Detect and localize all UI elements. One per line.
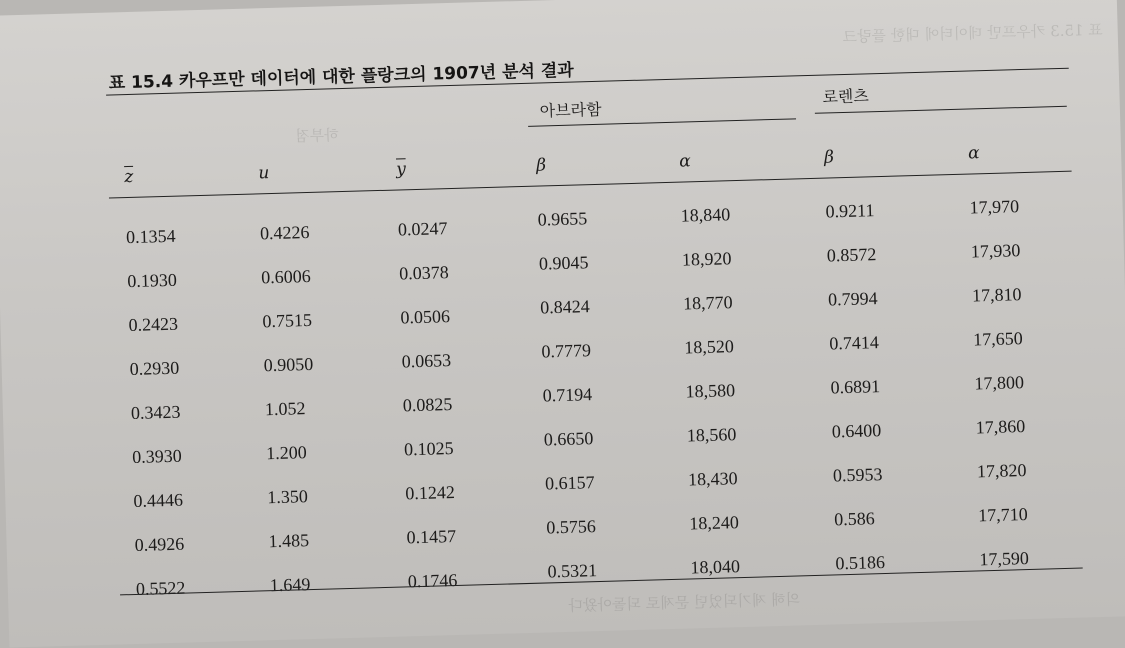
col-lorentz-beta-cell: 0.7414 <box>829 332 880 354</box>
col-abraham-beta-cell: 0.5321 <box>547 560 598 582</box>
bottom-rule <box>120 568 1083 596</box>
group-header-lorentz: 로렌츠 <box>822 86 870 107</box>
col-u-cell: 0.4226 <box>259 221 310 244</box>
col-lorentz-alpha-cell: 17,860 <box>975 416 1026 438</box>
col-abraham-beta-cell: 0.8424 <box>539 296 590 318</box>
col-lorentz-beta-header: β <box>823 147 835 168</box>
col-y-mean-cell: 0.0653 <box>401 350 452 372</box>
col-z-mean-cell: 0.5522 <box>135 577 186 599</box>
col-abraham-alpha-cell: 18,240 <box>689 512 740 534</box>
col-u-cell: 0.7515 <box>262 309 313 332</box>
table-caption: 표 15.4 카우프만 데이터에 대한 플랑크의 1907년 분석 결과 <box>108 60 574 94</box>
col-z-mean-header: $\overline{z}$ <box>124 166 134 188</box>
col-abraham-beta-cell: 0.7194 <box>542 384 593 406</box>
col-y-mean-cell: 0.0378 <box>398 262 449 284</box>
col-y-mean-cell: 0.0825 <box>402 394 453 416</box>
col-u-cell: 0.9050 <box>263 353 314 376</box>
col-abraham-alpha-cell: 18,520 <box>684 336 735 358</box>
col-abraham-beta-cell: 0.6157 <box>544 472 595 494</box>
bleed-through-text: 하부점 <box>295 126 340 146</box>
col-abraham-beta-cell: 0.9045 <box>538 252 589 274</box>
col-lorentz-alpha-cell: 17,710 <box>977 504 1028 526</box>
col-lorentz-beta-cell: 0.5953 <box>832 464 883 486</box>
group-header-abraham: 아브라함 <box>539 99 602 121</box>
col-z-mean-cell: 0.4446 <box>133 489 184 511</box>
col-lorentz-beta-cell: 0.5186 <box>835 552 886 574</box>
bleed-through-text: 표 15.3 카우프만 데이터에 대한 플랑크 <box>842 20 1104 46</box>
col-lorentz-beta-cell: 0.9211 <box>825 200 875 222</box>
col-abraham-alpha-cell: 18,770 <box>682 292 733 314</box>
col-abraham-beta-header: β <box>535 155 547 176</box>
col-y-mean-cell: 0.1746 <box>407 569 458 592</box>
header-rule <box>109 171 1072 199</box>
col-abraham-alpha-cell: 18,560 <box>686 424 737 446</box>
col-y-mean-header: $\overline{y}$ <box>396 159 407 180</box>
col-y-mean-cell: 0.1025 <box>403 438 454 460</box>
col-y-mean-cell: 0.0247 <box>397 218 448 240</box>
col-abraham-alpha-header: α <box>678 151 691 172</box>
col-u-cell: 1.350 <box>267 486 309 508</box>
col-y-mean-cell: 0.1242 <box>405 482 456 504</box>
col-u-cell: 0.6006 <box>260 265 312 288</box>
col-u-cell: 1.485 <box>268 530 310 552</box>
col-abraham-alpha-cell: 18,040 <box>690 556 741 578</box>
col-lorentz-alpha-cell: 17,810 <box>971 284 1022 306</box>
col-lorentz-alpha-cell: 17,820 <box>976 460 1027 482</box>
col-abraham-alpha-cell: 18,430 <box>687 468 738 490</box>
col-lorentz-beta-cell: 0.586 <box>833 508 875 530</box>
col-z-mean-cell: 0.4926 <box>134 533 185 555</box>
col-abraham-alpha-cell: 18,920 <box>681 248 732 270</box>
lorentz-underline <box>815 106 1067 114</box>
col-lorentz-beta-cell: 0.7994 <box>827 288 878 310</box>
col-u-cell: 1.052 <box>264 398 306 420</box>
col-z-mean-cell: 0.1354 <box>125 225 176 248</box>
col-z-mean-cell: 0.3930 <box>131 445 182 468</box>
col-z-mean-cell: 0.2930 <box>129 357 180 380</box>
col-abraham-beta-cell: 0.7779 <box>541 340 592 362</box>
col-lorentz-alpha-cell: 17,970 <box>969 196 1020 218</box>
col-u-header: u <box>258 163 270 184</box>
col-lorentz-beta-cell: 0.6891 <box>830 376 881 398</box>
col-lorentz-beta-cell: 0.8572 <box>826 244 877 266</box>
col-u-cell: 1.200 <box>265 442 307 464</box>
col-y-mean-cell: 0.1457 <box>406 525 457 548</box>
col-lorentz-beta-cell: 0.6400 <box>831 420 882 442</box>
col-abraham-alpha-cell: 18,580 <box>685 380 736 402</box>
col-lorentz-alpha-header: α <box>967 143 980 164</box>
col-z-mean-cell: 0.2423 <box>128 313 179 336</box>
col-abraham-beta-cell: 0.5756 <box>546 516 597 538</box>
col-y-mean-cell: 0.0506 <box>400 306 451 328</box>
bleed-through-text: 의해 제기되었던 문제로 되돌아왔다 <box>568 590 801 615</box>
col-lorentz-alpha-cell: 17,650 <box>972 328 1024 350</box>
col-abraham-beta-cell: 0.9655 <box>537 208 588 230</box>
col-z-mean-cell: 0.1930 <box>127 269 178 292</box>
col-lorentz-alpha-cell: 17,800 <box>974 372 1025 394</box>
col-u-cell: 1.649 <box>269 574 311 596</box>
col-lorentz-alpha-cell: 17,930 <box>970 240 1021 262</box>
col-z-mean-cell: 0.3423 <box>130 401 181 424</box>
col-abraham-alpha-cell: 18,840 <box>680 204 731 226</box>
col-lorentz-alpha-cell: 17,590 <box>979 548 1030 570</box>
col-abraham-beta-cell: 0.6650 <box>543 428 594 450</box>
